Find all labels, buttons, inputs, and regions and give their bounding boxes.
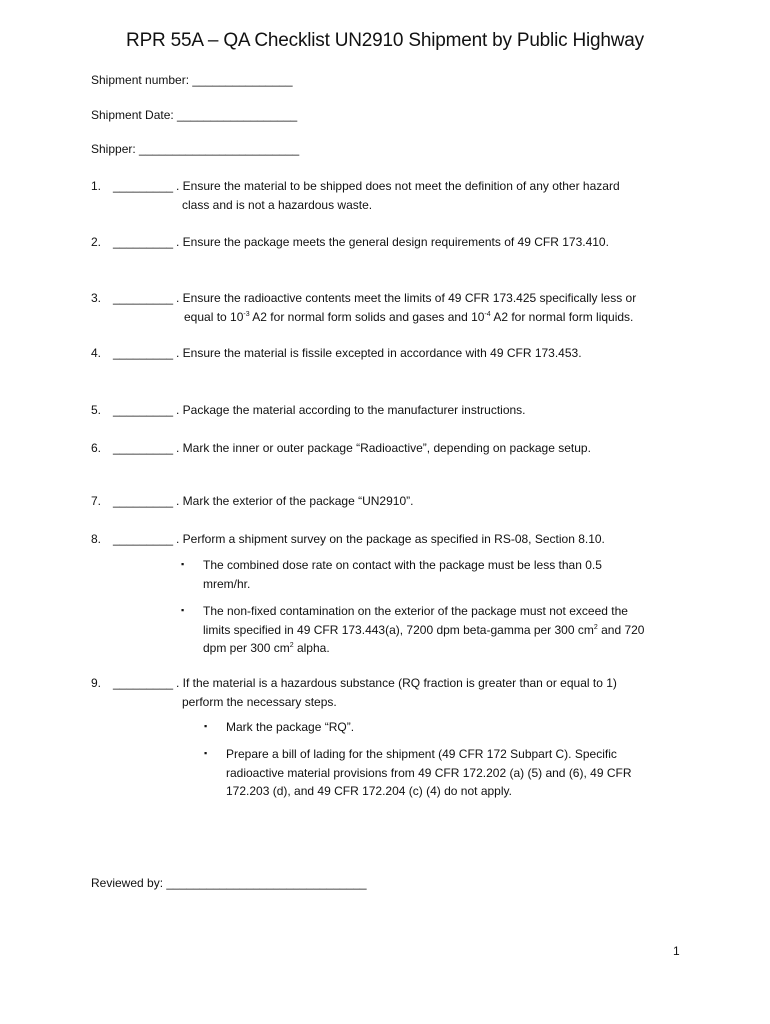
item-number: 2.	[91, 235, 102, 249]
bullet-text: The combined dose rate on contact with the package must be less than 0.5 mrem/hr.	[203, 558, 602, 591]
item-text: . Ensure the material to be shipped does not meet the definition of any other hazard class and is not a hazardous waste.	[176, 179, 620, 212]
item-text: . Ensure the package meets the general design requirements of 49 CFR 173.410.	[176, 235, 609, 249]
item-number: 4.	[91, 346, 102, 360]
reviewed-by-field[interactable]: Reviewed by: ______________________________	[91, 876, 367, 890]
item-number: 1.	[91, 179, 102, 193]
bullet-text: Mark the package “RQ”.	[226, 720, 355, 734]
item-7-blank[interactable]: _________	[113, 494, 174, 508]
item-number: 7.	[91, 494, 102, 508]
item-number: 5.	[91, 403, 102, 417]
item-number: 3.	[91, 291, 102, 305]
bullet-icon: ▪	[181, 559, 185, 569]
item-text: . Perform a shipment survey on the package as specified in RS-08, Section 8.10.	[176, 532, 605, 546]
item-4-blank[interactable]: _________	[113, 346, 174, 360]
item-1-blank[interactable]: _________	[113, 179, 174, 193]
item-text: . Mark the inner or outer package “Radioactive”, depending on package setup.	[176, 441, 591, 455]
item-8-blank[interactable]: _________	[113, 532, 174, 546]
shipment-number-field[interactable]: Shipment number: _______________	[91, 73, 293, 87]
item-text: . If the material is a hazardous substance (RQ fraction is greater than or equal to 1) perform the necessary steps.	[176, 676, 617, 709]
item-6-blank[interactable]: _________	[113, 441, 174, 455]
shipment-date-field[interactable]: Shipment Date: __________________	[91, 108, 298, 122]
bullet-text: The non-fixed contamination on the exterior of the package must not exceed the limits specified in 49 CFR 173.443(a), 7200 dpm beta-gamma per 300 $cm^2$ and 720 dpm per 300 $cm^2$ alpha.	[203, 604, 645, 655]
item-number: 9.	[91, 676, 102, 690]
item-3-blank[interactable]: _________	[113, 291, 174, 305]
item-text: . Ensure the material is fissile excepted in accordance with 49 CFR 173.453.	[176, 346, 582, 360]
item-5-blank[interactable]: _________	[113, 403, 174, 417]
item-text: . Package the material according to the manufacturer instructions.	[176, 403, 526, 417]
item-number: 8.	[91, 532, 102, 546]
document-title: RPR 55A – QA Checklist UN2910 Shipment by Public Highway	[126, 30, 644, 51]
item-9-blank[interactable]: _________	[113, 676, 174, 690]
item-text: . Ensure the radioactive contents meet the limits of 49 CFR 173.425 specifically less or equal to $10^{-3}$ A2 for normal form solids and gases and $10^{-4}$ A2 for normal form liquids.	[176, 291, 637, 324]
shipper-field[interactable]: Shipper: ________________________	[91, 142, 300, 156]
bullet-icon: ▪	[181, 605, 185, 615]
page-number: 1	[673, 944, 680, 958]
bullet-icon: ▪	[204, 748, 208, 758]
bullet-icon: ▪	[204, 721, 208, 731]
bullet-text: Prepare a bill of lading for the shipment (49 CFR 172 Subpart C). Specific radioactive material provisions from 49 CFR 172.202 (a) (5) and (6), 49 CFR 172.203 (d), and 49 CFR 172.204 (c) (4) do not apply.	[226, 747, 632, 798]
item-text: . Mark the exterior of the package “UN2910”.	[176, 494, 414, 508]
item-number: 6.	[91, 441, 102, 455]
item-2-blank[interactable]: _________	[113, 235, 174, 249]
